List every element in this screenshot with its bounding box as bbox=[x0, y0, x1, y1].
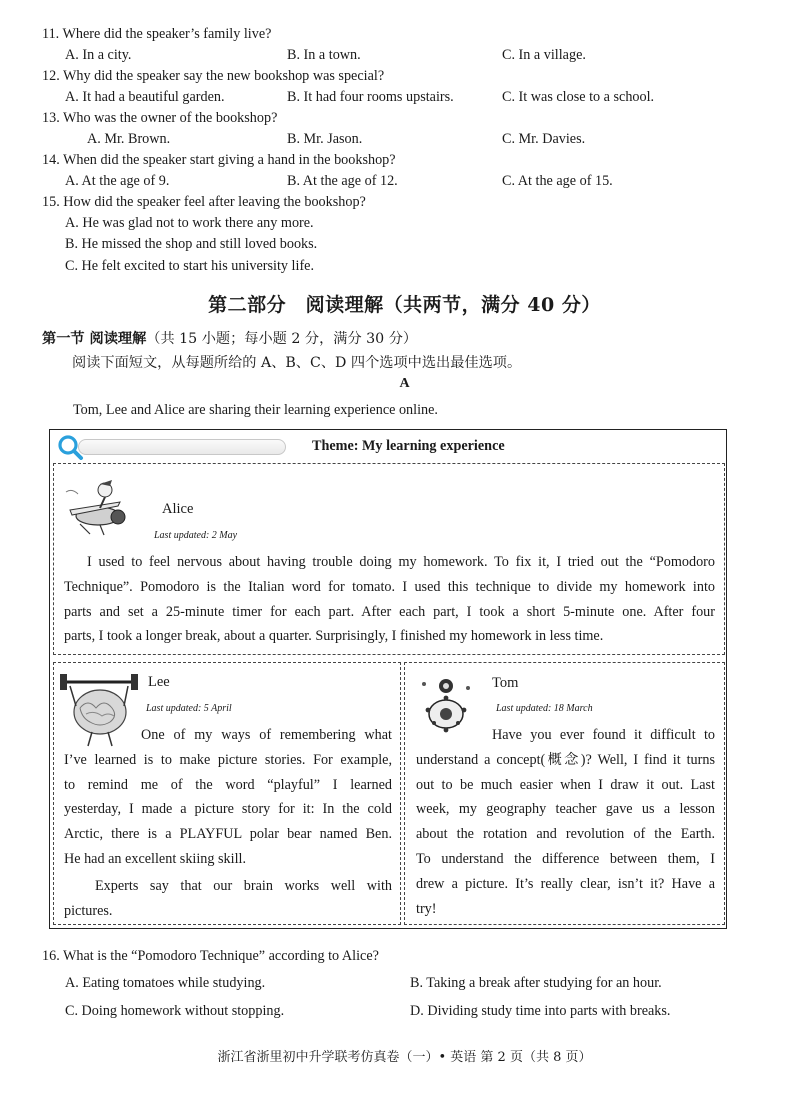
question-stem: 14. When did the speaker start giving a hand in the bookshop? bbox=[42, 152, 396, 168]
lee-paragraph bbox=[64, 723, 392, 923]
option-b: B. In a town. bbox=[287, 47, 361, 63]
text-line: pictures. bbox=[64, 902, 113, 919]
option-d: D. Dividing study time into parts with breaks. bbox=[410, 1003, 671, 1019]
option-c: C. Doing homework without stopping. bbox=[65, 1003, 285, 1019]
option-b: B. He missed the shop and still loved books. bbox=[65, 236, 318, 252]
question-stem: 13. Who was the owner of the bookshop? bbox=[42, 110, 278, 126]
option-c: C. He felt excited to start his university life. bbox=[65, 258, 315, 274]
search-field bbox=[78, 439, 286, 455]
page-footer: 浙江省浙里初中升学联考仿真卷（一）• 英语 第 2 页（共 8 页） bbox=[217, 1050, 592, 1065]
option-a: A. It had a beautiful garden. bbox=[65, 89, 225, 105]
text-line: to remind me of the word “playful” I learned bbox=[64, 776, 392, 793]
alice-paragraph bbox=[64, 550, 715, 649]
text-line: Experts say that our brain works well with bbox=[95, 877, 392, 894]
text-line: about the rotation and revolution of the Earth. bbox=[416, 826, 715, 843]
option-a: A. He was glad not to work there any more. bbox=[65, 215, 314, 231]
question-stem: 11. Where did the speaker’s family live? bbox=[42, 26, 272, 42]
text-line: try! bbox=[416, 900, 437, 917]
text-line: Arctic, there is a PLAYFUL polar bear named Ben. bbox=[64, 826, 392, 843]
question-stem: 16. What is the “Pomodoro Technique” according to Alice? bbox=[42, 948, 379, 964]
plane-pilot-icon bbox=[60, 472, 130, 540]
text-line: out to be much easier when I draw it out. Last bbox=[416, 776, 715, 793]
tom-paragraph bbox=[416, 723, 715, 921]
lee-name: Lee bbox=[148, 674, 170, 690]
alice-updated: Last updated: 2 May bbox=[154, 530, 238, 541]
option-c: C. It was close to a school. bbox=[502, 89, 655, 105]
text-line: parts, I took a longer break, about a quarter. Surprisingly, I finished my homework in less time. bbox=[64, 628, 604, 645]
search-bar bbox=[56, 434, 288, 458]
passage-intro: Tom, Lee and Alice are sharing their learning experience online. bbox=[73, 402, 438, 418]
option-a: A. Eating tomatoes while studying. bbox=[65, 975, 266, 991]
text-line: To understand the difference between them, I bbox=[416, 850, 715, 867]
text-line: Have you ever found it difficult to bbox=[492, 727, 715, 743]
option-b: B. It had four rooms upstairs. bbox=[287, 89, 454, 105]
subsection-note: （共 15 小题；每小题 2 分，满分 30 分） bbox=[146, 331, 418, 347]
text-line: I’ve learned is to make picture stories. For example, bbox=[64, 751, 392, 768]
section-title: 第二部分 阅读理解（共两节，满分 40 分） bbox=[208, 294, 601, 316]
option-c: C. In a village. bbox=[502, 47, 586, 63]
text-line: drew a picture. It’s really clear, isn’t it? Have a bbox=[416, 875, 715, 892]
option-c: C. At the age of 15. bbox=[502, 173, 613, 189]
theme-title: Theme: My learning experience bbox=[312, 438, 505, 454]
option-a: A. Mr. Brown. bbox=[87, 131, 171, 147]
text-line: week, my geography teacher gave us a lesson bbox=[416, 801, 715, 818]
option-c: C. Mr. Davies. bbox=[502, 131, 586, 147]
option-b: B. At the age of 12. bbox=[287, 173, 398, 189]
tom-name: Tom bbox=[492, 675, 519, 691]
text-line: Technique”. Pomodoro is the Italian word for tomato. I used this technique to divide my homework into bbox=[64, 578, 715, 595]
text-line: I used to feel nervous about having trouble doing my homework. To fix it, I tried out the “Pomodoro bbox=[87, 554, 715, 570]
option-a: A. At the age of 9. bbox=[65, 173, 170, 189]
tom-updated: Last updated: 18 March bbox=[496, 703, 593, 714]
question-stem: 12. Why did the speaker say the new bookshop was special? bbox=[42, 68, 385, 84]
text-line: understand a concept(概念)? Well, I find it turns bbox=[416, 751, 715, 768]
option-b: B. Mr. Jason. bbox=[287, 131, 363, 147]
lee-updated: Last updated: 5 April bbox=[146, 703, 232, 714]
passage-letter: A bbox=[399, 376, 410, 391]
text-line: yesterday, I made a picture story for it: In the cold bbox=[64, 801, 392, 818]
option-b: B. Taking a break after studying for an hour. bbox=[410, 975, 662, 991]
question-stem: 15. How did the speaker feel after leaving the bookshop? bbox=[42, 194, 366, 210]
subsection-label: 第一节 阅读理解 bbox=[42, 331, 147, 347]
alice-name: Alice bbox=[162, 501, 194, 517]
text-line: One of my ways of remembering what bbox=[141, 727, 392, 743]
text-line: parts and set a 25-minute timer for each part. After each part, I took a short 5-minute one. After four bbox=[64, 603, 715, 620]
instruction: 阅读下面短文，从每题所给的 A、B、C、D 四个选项中选出最佳选项。 bbox=[72, 355, 522, 371]
subsection-heading bbox=[42, 328, 417, 348]
option-a: A. In a city. bbox=[65, 47, 132, 63]
text-line: He had an excellent skiing skill. bbox=[64, 850, 247, 867]
